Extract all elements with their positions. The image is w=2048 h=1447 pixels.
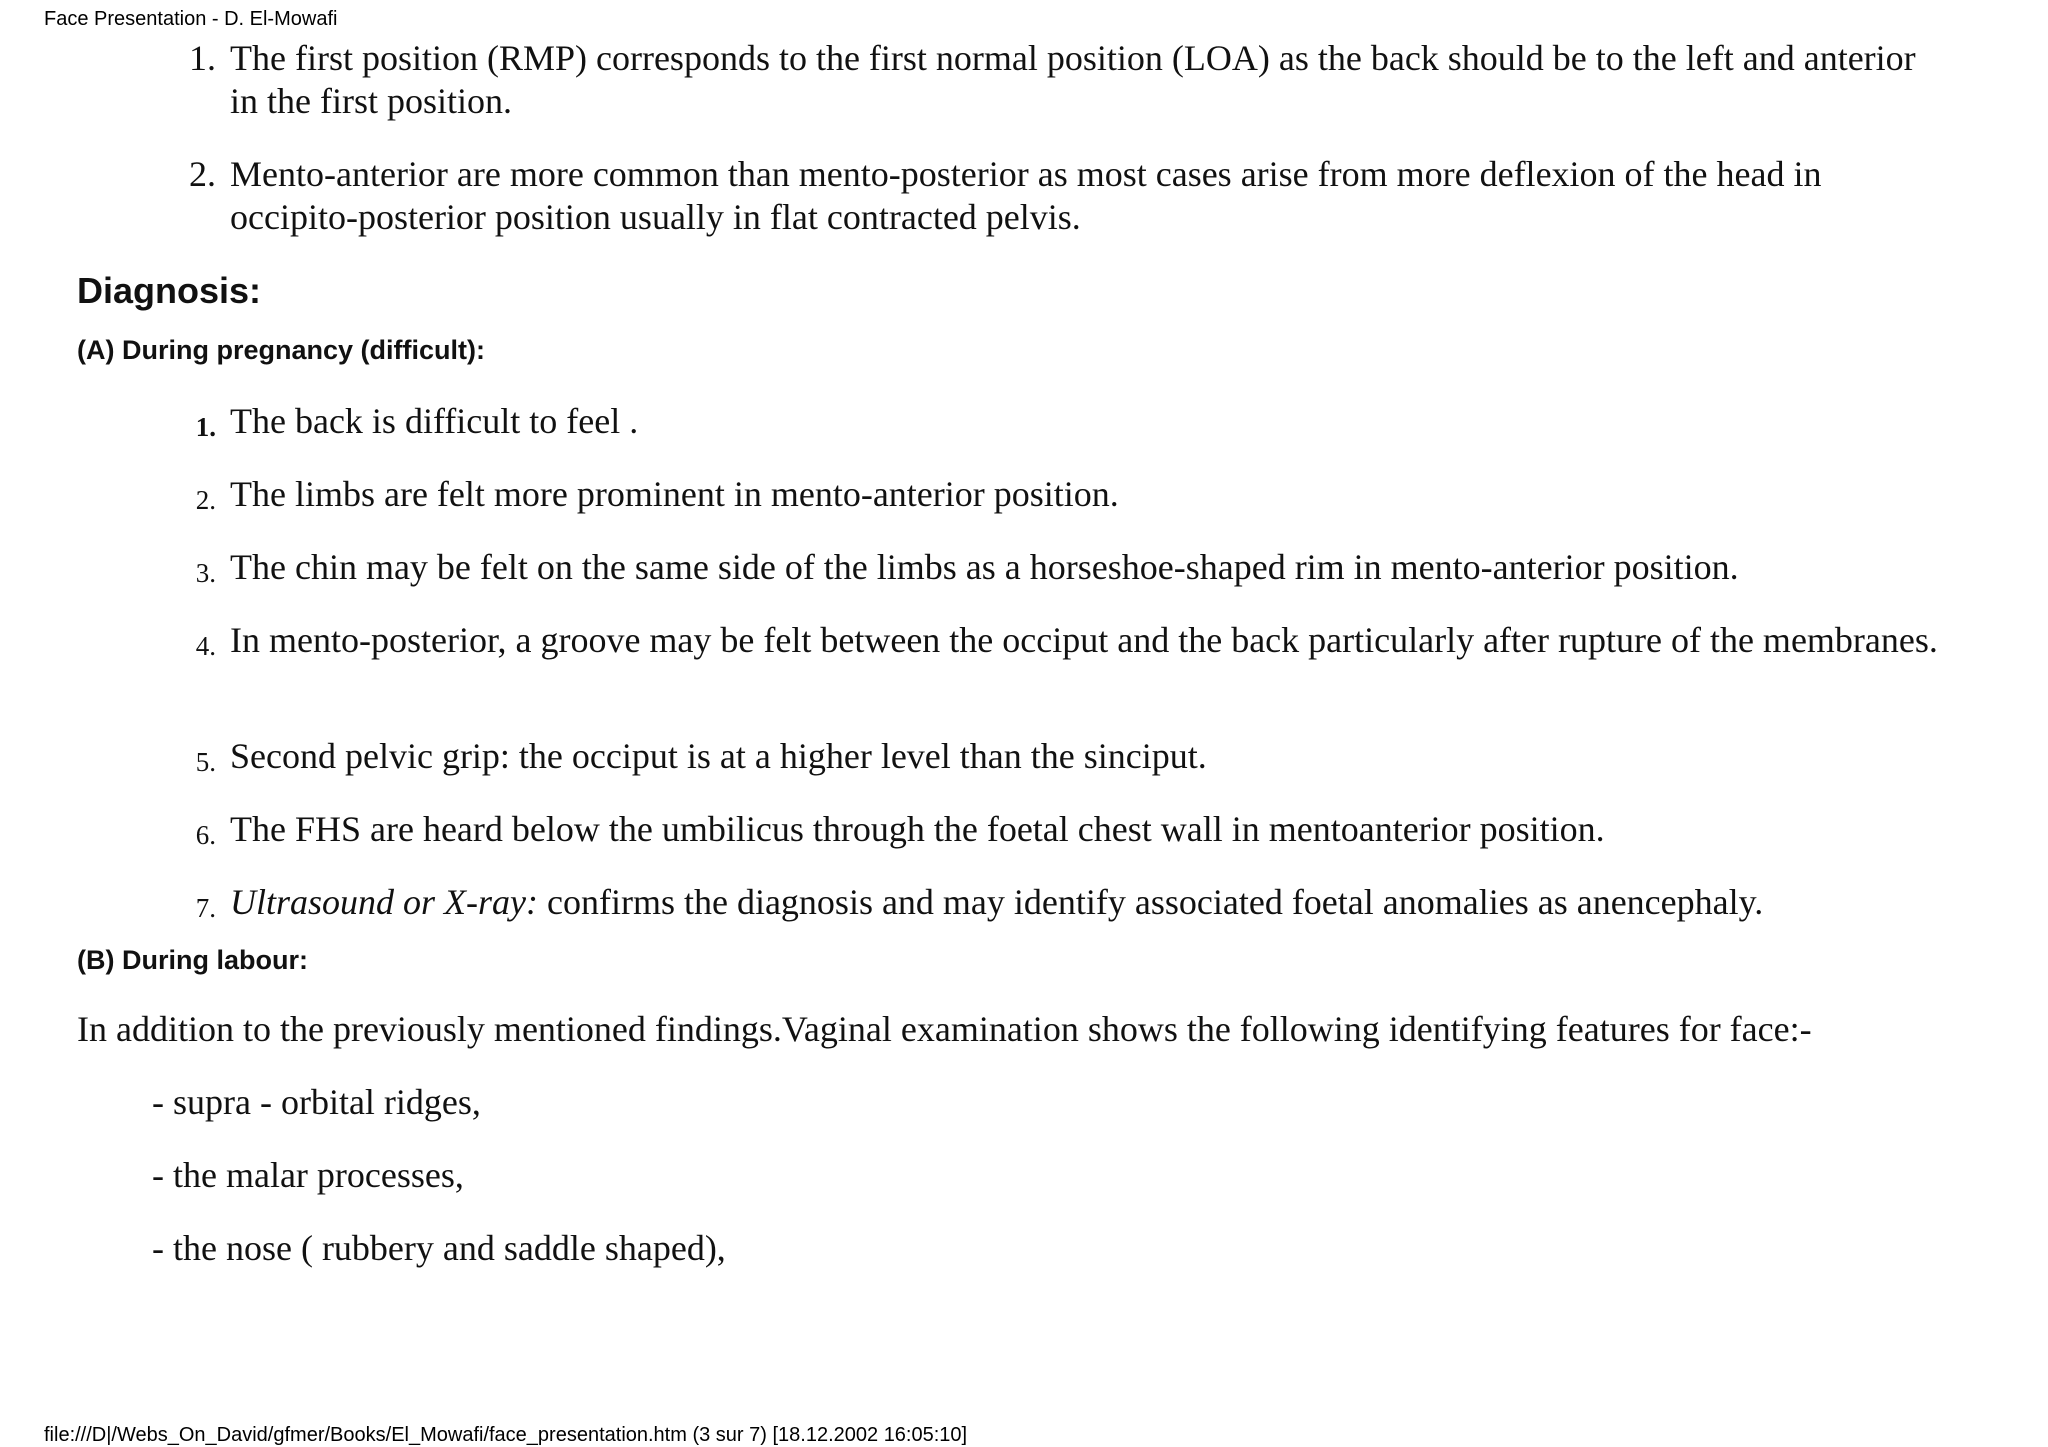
list-text: The back is difficult to feel . bbox=[230, 401, 639, 441]
section-heading: Diagnosis: bbox=[77, 270, 262, 311]
list-text: In mento-posterior, a groove may be felt between the occiput and the back particularly after rupture of the membranes. bbox=[230, 620, 1938, 660]
list-number: 3. bbox=[195, 558, 216, 588]
list-text: The chin may be felt on the same side of the limbs as a horseshoe-shaped rim in mento-anterior position. bbox=[230, 547, 1739, 587]
list-text: Mento-anterior are more common than mento-posterior as most cases arise from more deflexion of the head in occipito-posterior position usually in flat contracted pelvis. bbox=[230, 154, 1822, 237]
feature-item: - the malar processes, bbox=[152, 1155, 464, 1195]
list-number: 1. bbox=[189, 38, 216, 78]
subsection-heading: (B) During labour: bbox=[77, 945, 308, 975]
list-number: 2. bbox=[195, 485, 216, 515]
paragraph: In addition to the previously mentioned findings.Vaginal examination shows the following identifying features for face:- bbox=[77, 1009, 1812, 1049]
feature-item: - the nose ( rubbery and saddle shaped), bbox=[152, 1228, 726, 1268]
list-text: The limbs are felt more prominent in mento-anterior position. bbox=[230, 474, 1119, 514]
list-number: 5. bbox=[195, 747, 216, 777]
list-lead: Ultrasound or X-ray: bbox=[230, 882, 538, 922]
feature-item: - supra - orbital ridges, bbox=[152, 1082, 481, 1122]
list-text: The FHS are heard below the umbilicus through the foetal chest wall in mentoanterior position. bbox=[230, 809, 1605, 849]
list-text: Second pelvic grip: the occiput is at a higher level than the sinciput. bbox=[230, 736, 1207, 776]
list-number: 4. bbox=[195, 631, 216, 661]
page-header: Face Presentation - D. El-Mowafi bbox=[44, 8, 338, 30]
list-text: The first position (RMP) corresponds to the first normal position (LOA) as the back should be to the left and anterior in the first position. bbox=[230, 38, 1916, 121]
list-number: 1. bbox=[195, 412, 216, 442]
list-number: 2. bbox=[189, 154, 216, 194]
list-text-rest: confirms the diagnosis and may identify associated foetal anomalies as anencephaly. bbox=[538, 882, 1764, 922]
list-text bbox=[230, 881, 1940, 924]
list-number: 6. bbox=[195, 820, 216, 850]
list-number: 7. bbox=[195, 893, 216, 923]
subsection-heading: (A) During pregnancy (difficult): bbox=[77, 335, 485, 365]
page-footer: file:///D|/Webs_On_David/gfmer/Books/El_Mowafi/face_presentation.htm (3 sur 7) [18.12.2002 16:05:10] bbox=[44, 1424, 968, 1446]
